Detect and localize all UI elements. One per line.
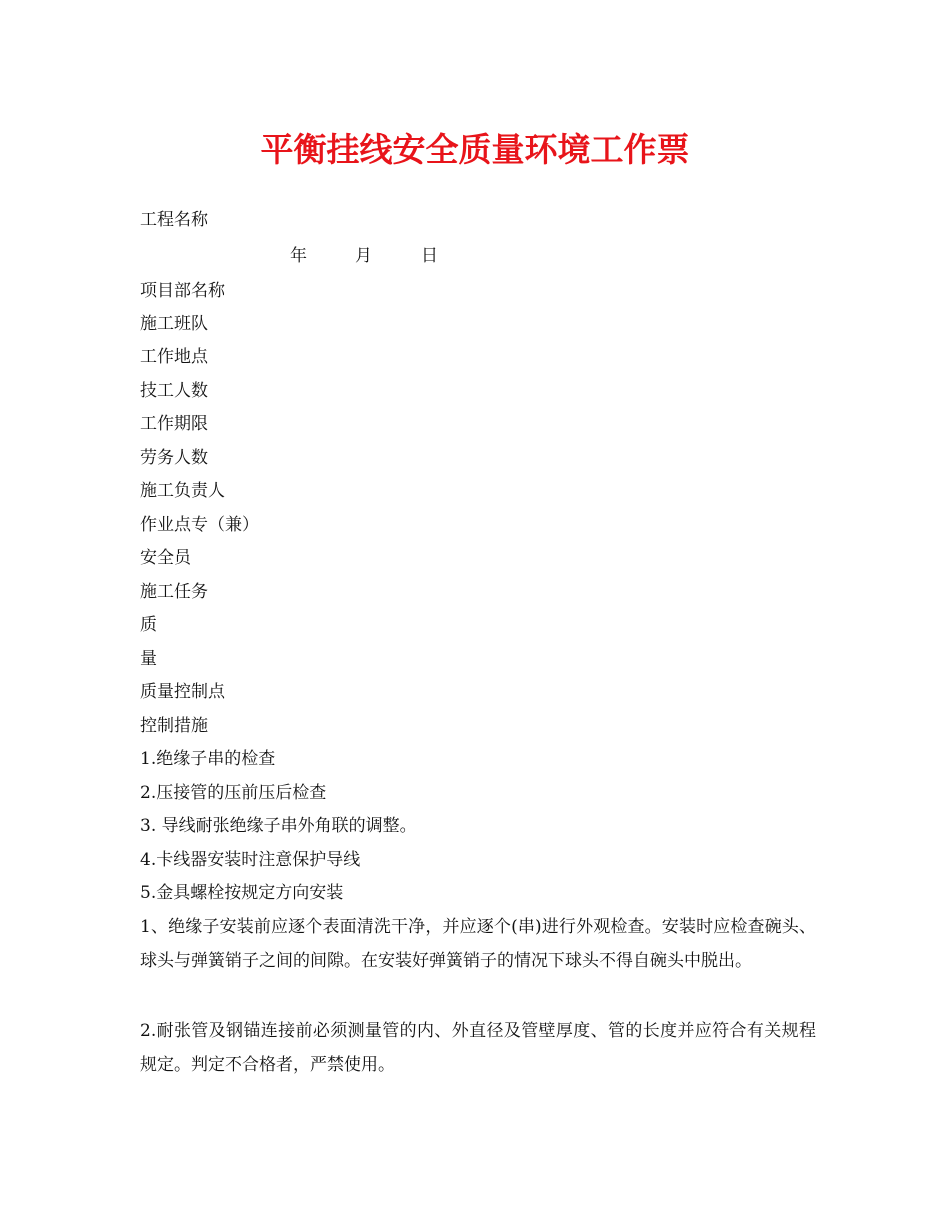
check-item: 4.卡线器安装时注意保护导线	[140, 850, 361, 870]
date-row	[0, 244, 950, 268]
field-project-name: 工程名称	[140, 210, 208, 230]
date-year-label: 年	[290, 246, 307, 266]
field-laborers: 劳务人数	[140, 448, 208, 468]
field-task: 施工任务	[140, 582, 208, 602]
field-quality-line2: 量	[140, 649, 157, 669]
field-safety-officer-line2: 安全员	[140, 548, 191, 568]
date-month-label: 月	[355, 246, 372, 266]
paragraph-tension-tube: 2.耐张管及钢锚连接前必须测量管的内、外直径及管壁厚度、管的长度并应符合有关规程规定。判定不合格者，严禁使用。	[140, 1021, 816, 1075]
field-team: 施工班队	[140, 314, 208, 334]
field-control-measures: 控制措施	[140, 716, 208, 736]
check-item: 3. 导线耐张绝缘子串外角联的调整。	[140, 816, 417, 836]
page-title: 平衡挂线安全质量环境工作票	[260, 130, 690, 169]
field-quality-line1: 质	[140, 615, 157, 635]
field-period: 工作期限	[140, 414, 208, 434]
check-item: 2.压接管的压前压后检查	[140, 783, 327, 803]
field-control-points: 质量控制点	[140, 682, 225, 702]
field-safety-officer-line1: 作业点专（兼）	[140, 515, 259, 535]
paragraph-insulator: 1、绝缘子安装前应逐个表面清洗干净，并应逐个(串)进行外观检查。安装时应检查碗头、球头与弹簧销子之间的间隙。在安装好弹簧销子的情况下球头不得自碗头中脱出。	[140, 917, 816, 971]
field-dept-name: 项目部名称	[140, 281, 225, 301]
field-technicians: 技工人数	[140, 381, 208, 401]
field-location: 工作地点	[140, 347, 208, 367]
check-item: 1.绝缘子串的检查	[140, 749, 276, 769]
check-item: 5.金具螺栓按规定方向安装	[140, 883, 344, 903]
date-day-label: 日	[421, 246, 438, 266]
field-leader: 施工负责人	[140, 481, 225, 501]
